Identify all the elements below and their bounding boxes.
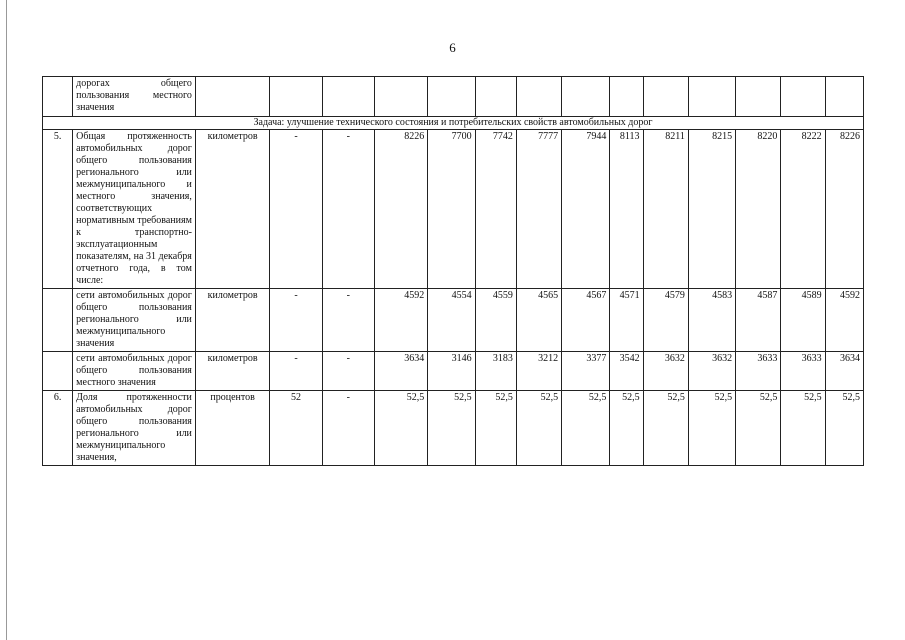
table-cell xyxy=(322,77,374,117)
page-number: 6 xyxy=(449,40,456,55)
value-cell: 7944 xyxy=(562,130,610,289)
table-row xyxy=(43,77,864,117)
indicator-name-cell: дорогах общего пользования местного значения xyxy=(73,77,196,117)
value-cell: 3146 xyxy=(428,352,475,391)
value-cell: - xyxy=(322,289,374,352)
value-cell: - xyxy=(322,352,374,391)
value-cell: 52 xyxy=(270,391,322,466)
value-cell: 4565 xyxy=(516,289,561,352)
value-cell: 4583 xyxy=(688,289,735,352)
value-cell: 52,5 xyxy=(610,391,643,466)
value-cell: 7742 xyxy=(475,130,516,289)
value-cell: 52,5 xyxy=(688,391,735,466)
value-cell: 8220 xyxy=(736,130,781,289)
unit-cell: километров xyxy=(195,352,269,391)
value-cell: 4592 xyxy=(825,289,863,352)
table-cell xyxy=(562,77,610,117)
value-cell: 52,5 xyxy=(825,391,863,466)
value-cell: 4554 xyxy=(428,289,475,352)
value-cell: 3542 xyxy=(610,352,643,391)
task-heading-row xyxy=(43,117,864,130)
value-cell: 3634 xyxy=(825,352,863,391)
value-cell: 3633 xyxy=(781,352,825,391)
task-heading: Задача: улучшение технического состояния и потребительских свойств автомобильных дорог xyxy=(43,117,864,130)
table-row xyxy=(43,391,864,466)
value-cell: 8226 xyxy=(825,130,863,289)
value-cell: 4579 xyxy=(643,289,688,352)
value-cell: 3633 xyxy=(736,352,781,391)
value-cell: 52,5 xyxy=(428,391,475,466)
table-cell xyxy=(374,77,427,117)
table-cell xyxy=(825,77,863,117)
value-cell: 8222 xyxy=(781,130,825,289)
table-cell xyxy=(428,77,475,117)
value-cell: 4567 xyxy=(562,289,610,352)
row-number-cell xyxy=(43,352,73,391)
value-cell: 3634 xyxy=(374,352,427,391)
table-cell xyxy=(781,77,825,117)
table-cell xyxy=(43,77,73,117)
indicator-name-cell: Доля протяженности автомобильных дорог общего пользования регионального или межмуниципального значения, xyxy=(73,391,196,466)
value-cell: - xyxy=(322,130,374,289)
value-cell: 3632 xyxy=(643,352,688,391)
indicator-name-cell: Общая протяженность автомобильных дорог общего пользования регионального или межмуниципального и местного значения, соответствующих нормативным требованиям к транспортно-эксплуатационным показателям, на 31 декабря отчетного года, в том числе: xyxy=(73,130,196,289)
table-cell xyxy=(736,77,781,117)
value-cell: 3183 xyxy=(475,352,516,391)
unit-cell: километров xyxy=(195,289,269,352)
table-cell xyxy=(195,77,269,117)
value-cell: 4592 xyxy=(374,289,427,352)
value-cell: - xyxy=(270,352,322,391)
table-row xyxy=(43,352,864,391)
value-cell: 8211 xyxy=(643,130,688,289)
value-cell: - xyxy=(270,130,322,289)
table-cell xyxy=(270,77,322,117)
table-cell xyxy=(516,77,561,117)
value-cell: 52,5 xyxy=(516,391,561,466)
value-cell: 52,5 xyxy=(374,391,427,466)
row-number-cell: 5. xyxy=(43,130,73,289)
value-cell: 4589 xyxy=(781,289,825,352)
value-cell: - xyxy=(270,289,322,352)
value-cell: 7777 xyxy=(516,130,561,289)
value-cell: 7700 xyxy=(428,130,475,289)
value-cell: 8215 xyxy=(688,130,735,289)
value-cell: 3632 xyxy=(688,352,735,391)
value-cell: 52,5 xyxy=(475,391,516,466)
indicator-name-cell: сети автомобильных дорог общего пользования местного значения xyxy=(73,352,196,391)
value-cell: 4571 xyxy=(610,289,643,352)
value-cell: 8113 xyxy=(610,130,643,289)
table-row xyxy=(43,289,864,352)
table-row xyxy=(43,130,864,289)
row-number-cell xyxy=(43,289,73,352)
value-cell: - xyxy=(322,391,374,466)
indicators-table xyxy=(42,76,864,466)
unit-cell: процентов xyxy=(195,391,269,466)
value-cell: 52,5 xyxy=(736,391,781,466)
value-cell: 4559 xyxy=(475,289,516,352)
value-cell: 52,5 xyxy=(562,391,610,466)
table-cell xyxy=(475,77,516,117)
value-cell: 4587 xyxy=(736,289,781,352)
table-cell xyxy=(610,77,643,117)
table-cell xyxy=(643,77,688,117)
value-cell: 3377 xyxy=(562,352,610,391)
page-margin-line xyxy=(6,0,7,640)
indicator-name-cell: сети автомобильных дорог общего пользования регионального или межмуниципального значения xyxy=(73,289,196,352)
row-number-cell: 6. xyxy=(43,391,73,466)
unit-cell: километров xyxy=(195,130,269,289)
value-cell: 3212 xyxy=(516,352,561,391)
value-cell: 8226 xyxy=(374,130,427,289)
table-cell xyxy=(688,77,735,117)
value-cell: 52,5 xyxy=(781,391,825,466)
value-cell: 52,5 xyxy=(643,391,688,466)
